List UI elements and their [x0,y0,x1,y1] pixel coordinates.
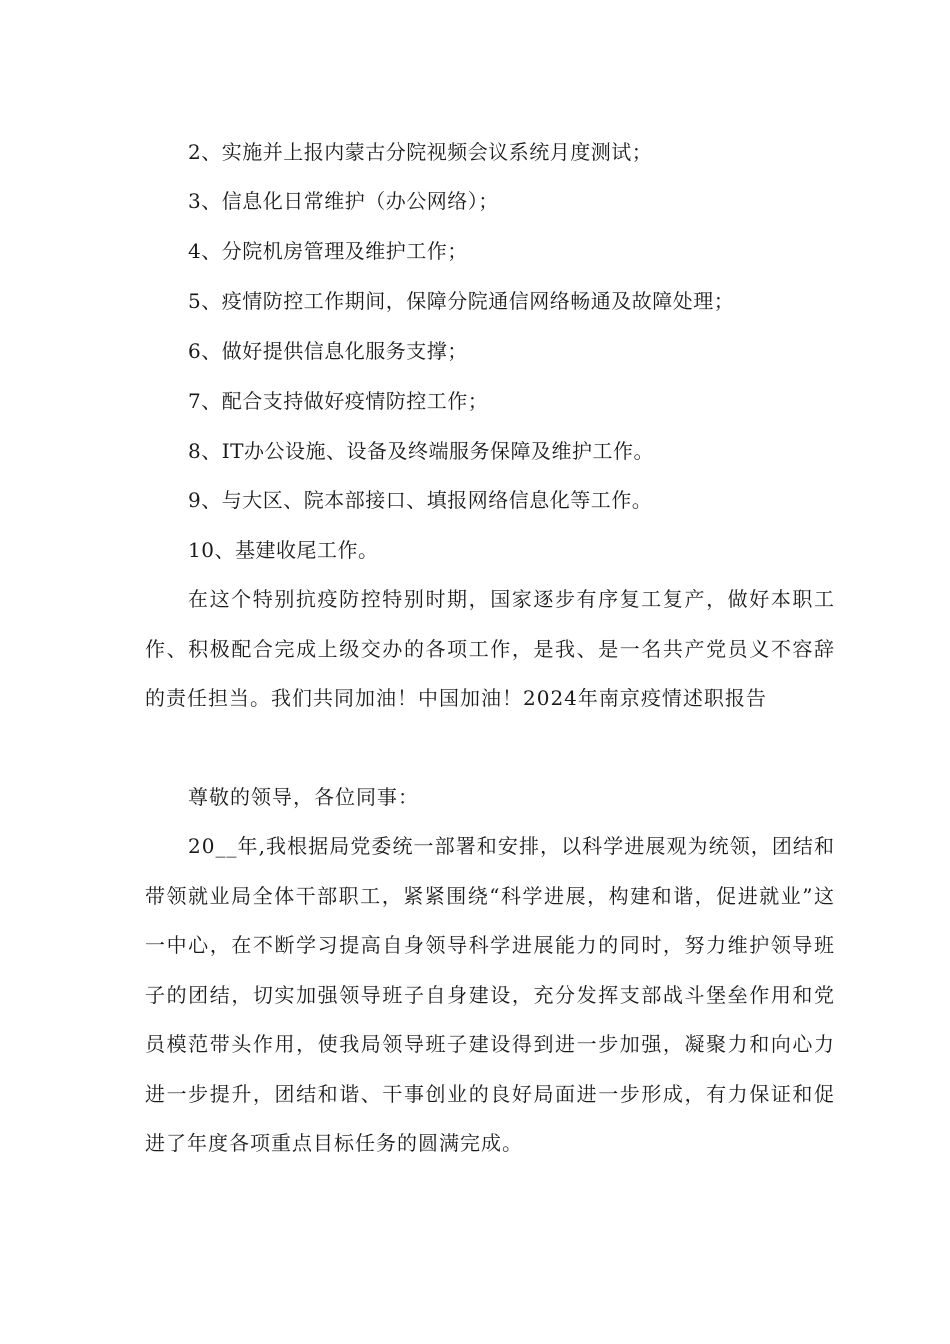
list-item: 2、实施并上报内蒙古分院视频会议系统月度测试； [188,140,653,164]
list-item: 6、做好提供信息化服务支撑； [188,339,468,363]
body-paragraph: 20__年,我根据局党委统一部署和安排，以科学进展观为统领，团结和带领就业局全体干部职工，紧紧围绕“科学进展，构建和谐，促进就业”这一中心，在不断学习提高自身领导科学进展能力的同时，努力维护领导班子的团结，切实加强领导班子自身建设，充分发挥支部战斗堡垒作用和党员模范带头作用，使我局领导班子建设得到进一步加强，凝聚力和向心力进一步提升，团结和谐、干事创业的良好局面进一步形成，有力保证和促进了年度各项重点目标任务的圆满完成。 [145,834,835,1155]
list-item: 10、基建收尾工作。 [188,538,379,562]
list-item: 5、疫情防控工作期间，保障分院通信网络畅通及故障处理； [188,289,735,313]
list-item: 9、与大区、院本部接口、填报网络信息化等工作。 [188,488,653,512]
salutation: 尊敬的领导，各位同事： [188,785,419,809]
list-item: 8、IT办公设施、设备及终端服务保障及维护工作。 [188,439,654,463]
list-item: 7、配合支持做好疫情防控工作； [188,389,489,413]
list-item: 3、信息化日常维护（办公网络）； [188,189,499,213]
closing-paragraph: 在这个特别抗疫防控特别时期，国家逐步有序复工复产，做好本职工作、积极配合完成上级交办的各项工作，是我、是一名共产党员义不容辞的责任担当。我们共同加油！中国加油！2024年南京疫情述职报告 [145,587,835,710]
list-item: 4、分院机房管理及维护工作； [188,239,468,263]
